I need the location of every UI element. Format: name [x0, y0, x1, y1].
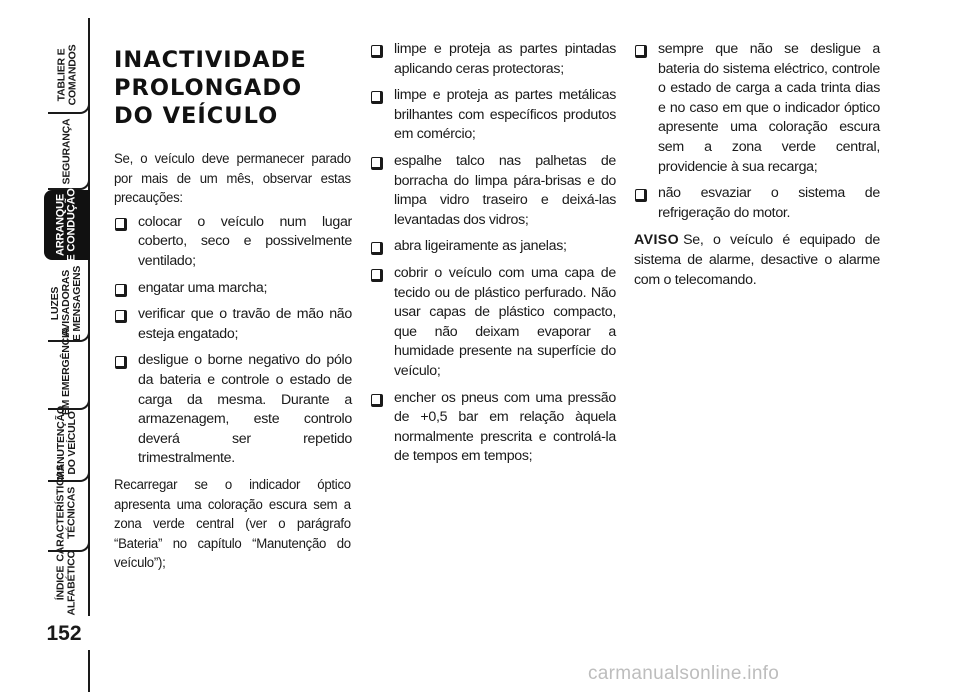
page-title [114, 46, 352, 130]
list-item: encher os pneus com uma pressão de +0,5 bar em relação àquela normalmente prescrita e controlá-la de tempos em tempos; [370, 389, 616, 467]
title-line: DO VEÍCULO [114, 103, 279, 129]
list-item: abra ligeiramente as janelas; [370, 237, 616, 257]
tab-tablier-comandos[interactable] [44, 40, 90, 110]
page-number-rule [88, 650, 90, 692]
chapter-sidebar [0, 0, 100, 692]
list-item: espalhe talco nas palhetas de borracha do limpa pára-brisas e do limpa vidro traseiro e deixá-las levantadas dos vidros; [370, 152, 616, 230]
checkbox-bullet-icon [371, 269, 383, 282]
checkbox-bullet-icon [115, 218, 127, 231]
warning-note [634, 231, 880, 290]
checkbox-bullet-icon [371, 45, 383, 58]
tab-label: EM EMERGÊNCIA [60, 327, 73, 415]
list-item: limpe e proteja as partes pintadas aplicando ceras protectoras; [370, 40, 616, 79]
tab-label: ÍNDICE ALFABÉTICO [55, 550, 78, 616]
precautions-list-continued [370, 40, 616, 467]
tab-label: CARACTERÍSTICAS TÉCNICAS [55, 464, 78, 562]
checkbox-bullet-icon [371, 394, 383, 407]
checkbox-bullet-icon [115, 310, 127, 323]
checkbox-bullet-icon [371, 242, 383, 255]
list-item: desligue o borne negativo do pólo da bateria e controle o estado de carga da mesma. Durante a armazenagem, este controlo deverá ser repetido trimestralmente. [114, 351, 352, 469]
recharge-paragraph: Recarregar se o indicador óptico apresenta uma coloração escura sem a zona verde central (ver o parágrafo “Bateria” no capítulo “Manutenção do veículo”); [114, 476, 351, 572]
tab-indice-alfabetico[interactable] [44, 548, 90, 618]
title-line: PROLONGADO [114, 75, 303, 101]
checkbox-bullet-icon [371, 91, 383, 104]
column-3 [634, 40, 880, 290]
intro-paragraph: Se, o veículo deve permanecer parado por mais de um mês, observar estas precauções: [114, 151, 351, 207]
list-item: engatar uma marcha; [114, 279, 352, 299]
checkbox-bullet-icon [371, 157, 383, 170]
tab-arranque-conducao[interactable] [44, 190, 90, 260]
warning-label: AVISO [634, 232, 680, 249]
tab-seguranca[interactable] [44, 116, 90, 186]
list-item: cobrir o veículo com uma capa de tecido ou de plástico perfurado. Não usar capas de plástico compacto, que não deixam evaporar a humidade presente na superfície do veículo; [370, 264, 616, 382]
tab-label: MANUTENÇÃO DO VEÍCULO [55, 406, 79, 480]
list-item: colocar o veículo num lugar coberto, seco e possivelmente ventilado; [114, 213, 352, 272]
list-item: sempre que não se desligue a bateria do sistema eléctrico, controle o estado de carga a cada trinta dias e no caso em que o indicador óptico apresente uma coloração escura sem a zona verde central, providencie à sua recarga; [634, 40, 880, 177]
precautions-list-final [634, 40, 880, 223]
list-item: verificar que o travão de mão não esteja engatado; [114, 305, 352, 344]
tab-label: TABLIER E COMANDOS [55, 44, 79, 106]
column-1 [114, 40, 352, 578]
list-item: não esvaziar o sistema de refrigeração do motor. [634, 184, 880, 223]
tab-em-emergencia[interactable] [44, 327, 90, 415]
warning-text: Se, o veículo é equipado de sistema de alarme, desactive o alarme com o telecomando. [634, 232, 880, 288]
watermark: carmanualsonline.info [588, 663, 780, 684]
precautions-list [114, 213, 352, 469]
title-line: INACTIVIDADE [114, 47, 307, 73]
checkbox-bullet-icon [635, 45, 647, 58]
list-item: limpe e proteja as partes metálicas brilhantes com específicos produtos em comércio; [370, 86, 616, 145]
checkbox-bullet-icon [115, 356, 127, 369]
tab-label: ARRANQUE E CONDUÇÃO [55, 188, 79, 262]
tab-caracteristicas-tecnicas[interactable] [44, 464, 90, 562]
checkbox-bullet-icon [115, 284, 127, 297]
column-2 [370, 40, 616, 474]
page-number: 152 [46, 622, 82, 645]
tab-label: SEGURANÇA [60, 118, 73, 184]
checkbox-bullet-icon [635, 189, 647, 202]
tab-label: LUZES AVISADORAS E MENSAGENS [49, 265, 84, 341]
